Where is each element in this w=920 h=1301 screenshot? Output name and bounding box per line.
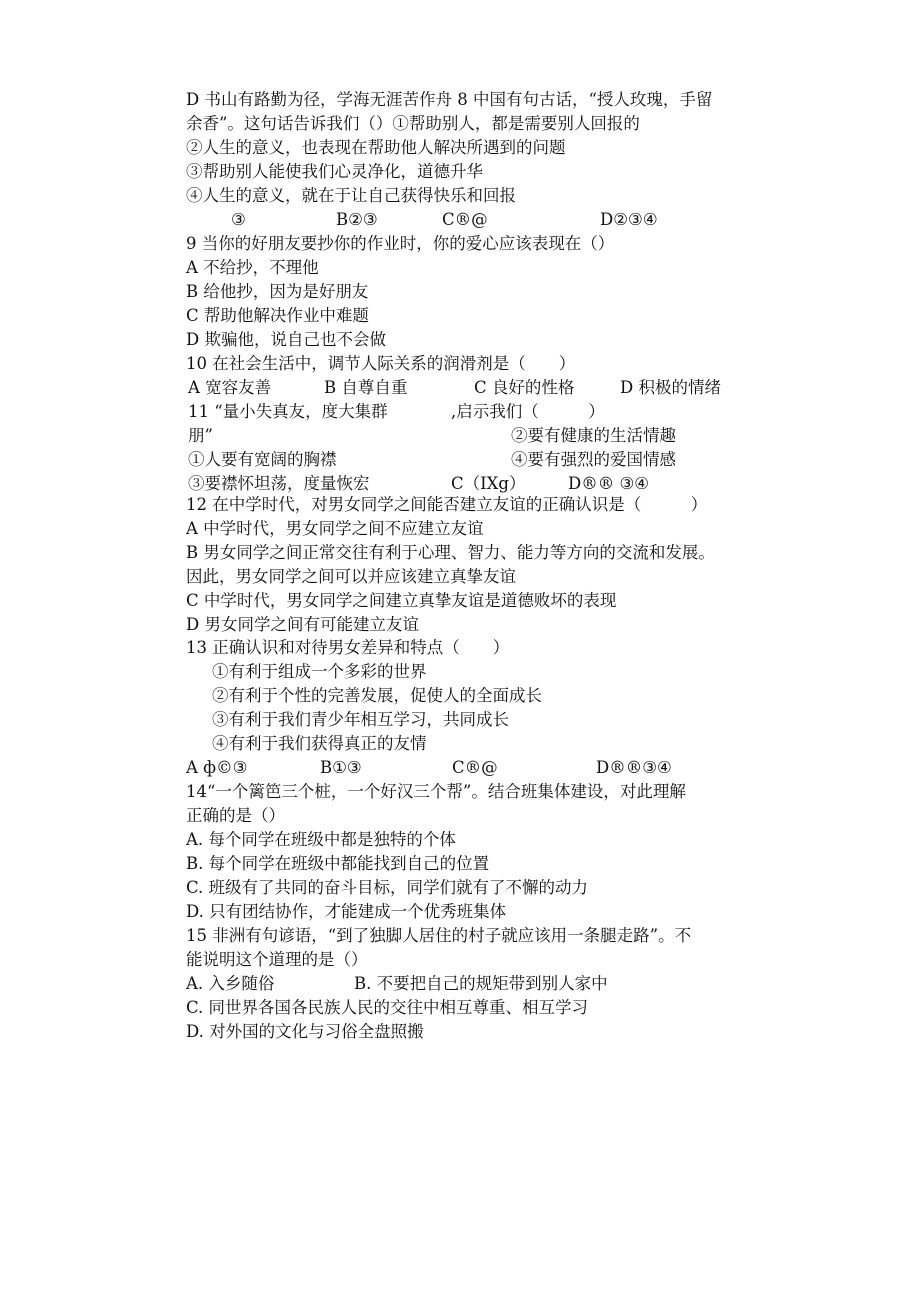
text-line: ①有利于组成一个多彩的世界 — [212, 662, 427, 681]
option-c: C（IXg） — [451, 474, 526, 493]
option-c: C. 同世界各国各民族人民的交往中相互尊重、相互学习 — [186, 998, 589, 1017]
text-line: ①人要有宽阔的胸襟 — [188, 450, 337, 469]
text-line: 因此，男女同学之间可以并应该建立真挚友谊 — [186, 567, 516, 586]
option-b: B①③ — [320, 758, 362, 777]
question-9: 9 当你的好朋友要抄你的作业时，你的爱心应该表现在（） — [186, 234, 615, 253]
text-line: ④要有强烈的爱国情感 — [511, 450, 676, 469]
text-line: ④人生的意义，就在于让自己获得快乐和回报 — [186, 186, 516, 205]
text-line: B 男女同学之间正常交往有利于心理、智力、能力等方向的交流和发展。 — [186, 543, 715, 562]
question-13: 13 正确认识和对待男女差异和特点（ ） — [186, 638, 510, 657]
question-15: 15 非洲有句谚语，“到了独脚人居住的村子就应该用一条腿走路”。不 — [186, 926, 692, 945]
option-b: B. 不要把自己的规矩带到别人家中 — [354, 974, 608, 993]
text-line: ③帮助别人能使我们心灵净化，道德升华 — [186, 162, 483, 181]
text-line: ②有利于个性的完善发展，促使人的全面成长 — [212, 686, 542, 705]
text-line: D. 只有团结协作，才能建成一个优秀班集体 — [186, 902, 507, 921]
option-d: D®®③④ — [596, 758, 672, 777]
option-d: D. 对外国的文化与习俗全盘照搬 — [186, 1022, 424, 1041]
text-line: 能说明这个道理的是（） — [186, 950, 368, 969]
option-a: ③ — [231, 210, 246, 229]
text-line: D 欺骗他，说自己也不会做 — [186, 330, 386, 349]
text-line: C 中学时代，男女同学之间建立真挚友谊是道德败坏的表现 — [186, 591, 617, 610]
text-line: ,启示我们（ ） — [451, 402, 605, 421]
text-line: ④有利于我们获得真正的友情 — [212, 734, 427, 753]
text-line: C 帮助他解决作业中难题 — [186, 306, 369, 325]
question-12: 12 在中学时代，对男女同学之间能否建立友谊的正确认识是（ ） — [186, 495, 708, 514]
text-line: B. 每个同学在班级中都能找到自己的位置 — [186, 854, 490, 873]
text-line: ③要襟怀坦荡，度量恢宏 — [188, 474, 370, 493]
option-b: B 自尊自重 — [324, 378, 408, 397]
option-c: C®@ — [452, 758, 498, 777]
text-line: D 书山有路勤为径，学海无涯苦作舟 8 中国有句古话，“授人玫瑰，手留 — [186, 90, 713, 109]
option-c: C®@ — [442, 210, 488, 229]
text-line: ②人生的意义，也表现在帮助他人解决所遇到的问题 — [186, 138, 566, 157]
option-d: D®® ③④ — [568, 474, 650, 493]
text-line: B 给他抄，因为是好朋友 — [186, 282, 369, 301]
option-a: A ф©③ — [186, 758, 248, 777]
text-line: A 中学时代，男女同学之间不应建立友谊 — [186, 519, 484, 538]
question-10: 10 在社会生活中，调节人际关系的润滑剂是（ ） — [186, 354, 576, 373]
option-a: A 宽容友善 — [188, 378, 272, 397]
option-d: D②③④ — [600, 210, 658, 229]
option-a: A. 入乡随俗 — [186, 974, 275, 993]
question-11: 11 “量小失真友，度大集群 — [188, 402, 388, 421]
option-c: C 良好的性格 — [474, 378, 575, 397]
option-d: D 积极的情绪 — [620, 378, 721, 397]
text-line: 朋” — [188, 426, 213, 445]
text-line: ③有利于我们青少年相互学习，共同成长 — [212, 710, 509, 729]
text-line: D 男女同学之间有可能建立友谊 — [186, 615, 419, 634]
option-b: B②③ — [336, 210, 378, 229]
text-line: 余香”。这句话告诉我们（）①帮助别人，都是需要别人回报的 — [186, 114, 640, 133]
text-line: ②要有健康的生活情趣 — [511, 426, 676, 445]
text-line: A. 每个同学在班级中都是独特的个体 — [186, 830, 456, 849]
question-14: 14“一个篱笆三个桩，一个好汉三个帮”。结合班集体建设，对此理解 — [186, 782, 686, 801]
text-line: A 不给抄，不理他 — [186, 258, 319, 277]
text-line: 正确的是（） — [186, 806, 285, 825]
text-line: C. 班级有了共同的奋斗目标，同学们就有了不懈的动力 — [186, 878, 589, 897]
